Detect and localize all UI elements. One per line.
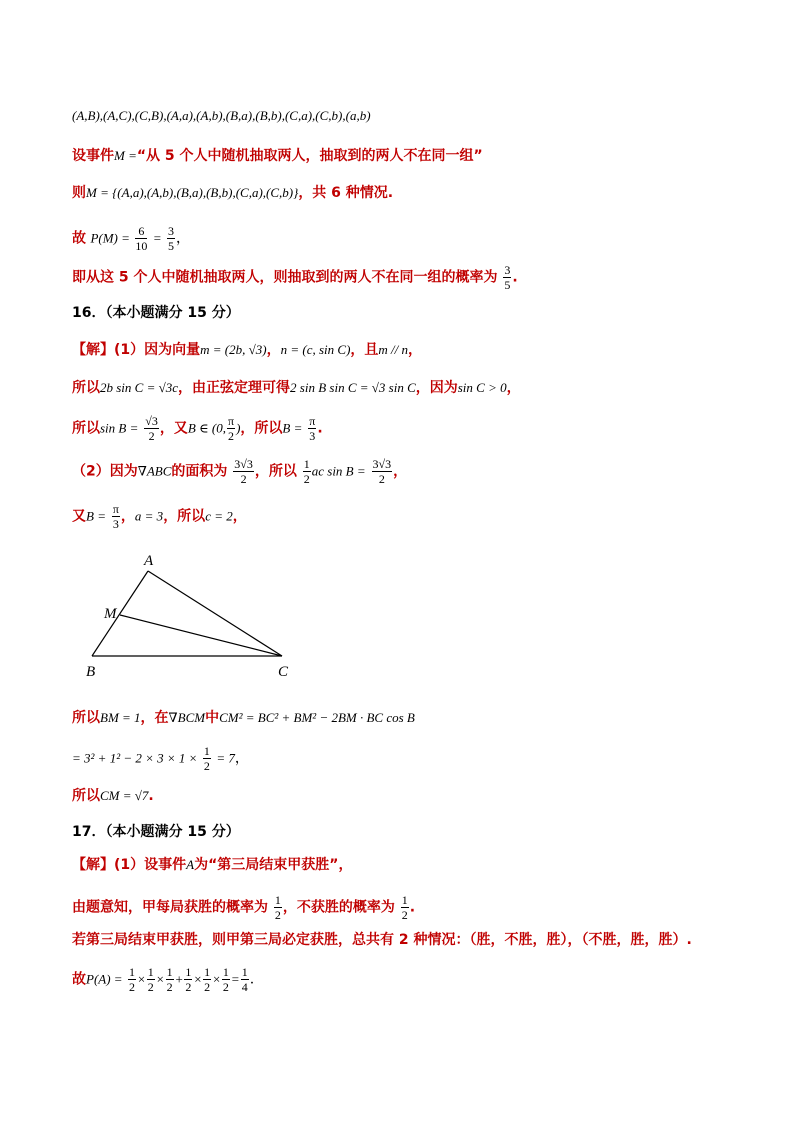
outcome-pairs-line [72, 106, 371, 126]
fraction-1-2: $\frac{1}{2}$ [303, 457, 310, 486]
q17-line1 [72, 855, 353, 875]
parallel-cond: m // n [378, 342, 409, 357]
q17-l2-b: ，不获胜的概率为 [282, 899, 395, 916]
outcome-pairs: (A,B),(A,C),(C,B),(A,a),(A,b),(B,a),(B,b),(C,a),(C,b),(a,b) [72, 108, 371, 123]
q16-heading [72, 303, 240, 323]
label-m: M [104, 606, 117, 622]
q16-l3-m2a: B ∈ (0, [187, 420, 227, 436]
f3: $\frac{1}{2}$ [166, 965, 173, 994]
fraction-3sqrt3-2b: $\frac{3√3}{2}$ [372, 457, 392, 486]
q16-l2-a: 所以 [72, 380, 100, 396]
fraction-6-10: $\frac{6}{10}$ [135, 224, 148, 253]
q16-l2-b: ，由正弦定理可得 [178, 380, 291, 396]
q16-l1-a: 【解】(1）因为向量 [72, 342, 201, 358]
vector-n: n = (c, sin C) [280, 342, 351, 357]
event-set-prefix: 则 [72, 185, 86, 201]
q16-l5-d: ， [232, 508, 247, 525]
q16-l2-d: ， [506, 380, 521, 396]
q16-l6-m1: BM = 1 [100, 710, 141, 725]
event-definition [72, 146, 483, 166]
q16-l4-d: ， [393, 463, 408, 480]
q17-l1-m: A [186, 857, 195, 872]
event-prefix: 设事件 [72, 148, 114, 164]
q17-l1-b: 为“第三局结束甲获胜”， [194, 857, 353, 873]
q17-heading-text: 17．（本小题满分 15 分） [72, 824, 240, 840]
segment-mc [120, 615, 282, 656]
conclusion-suffix: . [512, 269, 518, 286]
q16-l6-c: 中 [205, 710, 220, 726]
q16-l3-m1: sin B = [100, 420, 139, 436]
q16-l2-m2: 2 sin B sin C = √3 sin C [290, 380, 416, 395]
prob-lhs: P(M) = [90, 230, 130, 246]
label-c: C [278, 664, 289, 680]
q16-l3-d: . [317, 420, 323, 437]
q16-line5 [72, 502, 247, 531]
q16-l2-c: ，因为 [415, 380, 458, 396]
q16-l3-m3: B = [282, 420, 303, 436]
q16-line3 [72, 414, 323, 443]
prob-eq: = [152, 230, 162, 246]
q16-l1-d: ， [408, 342, 423, 358]
conclusion-text: 即从这 5 个人中随机抽取两人，则抽取到的两人不在同一组的概率为 [72, 269, 498, 286]
q16-l5-c: ，所以 [163, 508, 206, 525]
triangle-figure [80, 545, 310, 685]
fraction-pi-2: $\frac{\pi}{2}$ [228, 414, 235, 443]
q16-l5-b: ， [120, 508, 135, 525]
probability-line [72, 224, 190, 253]
q17-line4: 故P(A) = $\frac{1}{2}$ × $\frac{1}{2}$ × $\frac{1}{2}$ + $\frac{1}{2}$ × $\frac{1}{2}$ × $\frac{1}{2}$ = $\frac{1}{4}$ . [72, 965, 255, 994]
f2: $\frac{1}{2}$ [147, 965, 154, 994]
fraction-half-lose: $\frac{1}{2}$ [401, 893, 408, 922]
q16-line1 [72, 340, 422, 360]
q16-l3-c: ，所以 [240, 420, 283, 437]
fraction-sqrt3-2: $\frac{√3}{2}$ [145, 414, 158, 443]
fraction-half-win: $\frac{1}{2}$ [274, 893, 281, 922]
f5: $\frac{1}{2}$ [204, 965, 211, 994]
q16-line2 [72, 378, 521, 398]
fraction-3-5b: $\frac{3}{5}$ [504, 263, 511, 292]
q16-l8-a: 所以 [72, 788, 100, 804]
q17-l3: 若第三局结束甲获胜，则甲第三局必定获胜，总共有 2 种情况：（胜，不胜，胜），（不胜，胜，胜）. [72, 932, 692, 948]
q16-l7-m2: = 7 [216, 750, 235, 766]
q16-line6 [72, 708, 415, 728]
f4: $\frac{1}{2}$ [185, 965, 192, 994]
fraction-pi-3: $\frac{\pi}{3}$ [309, 414, 316, 443]
q17-l4-a: 故 [72, 971, 86, 988]
q16-l2-m1: 2b sin C = √3c [100, 380, 179, 395]
event-text: “从 5 个人中随机抽取两人，抽取到的两人不在同一组” [136, 148, 483, 164]
f7: $\frac{1}{4}$ [241, 965, 248, 994]
q16-l7-b: ， [234, 750, 249, 767]
q17-heading [72, 822, 240, 842]
event-set-line [72, 183, 393, 203]
f6: $\frac{1}{2}$ [222, 965, 229, 994]
q16-l2-m3: sin C > 0 [457, 380, 507, 395]
q16-heading-text: 16．（本小题满分 15 分） [72, 305, 240, 321]
event-var: M = [114, 148, 137, 163]
q16-l5-m3: c = 2 [205, 508, 233, 524]
q16-l4-b: 的面积为 [171, 463, 228, 480]
q16-l6-a: 所以 [72, 710, 100, 726]
vector-m: m = (2b, √3) [200, 342, 267, 357]
q17-l2-a: 由题意知，甲每局获胜的概率为 [72, 899, 268, 916]
q16-l3-b: ，又 [159, 420, 188, 437]
side-ac [148, 571, 282, 656]
q16-l8-m: CM = √7 [100, 788, 149, 803]
q16-l1-c: ，且 [350, 342, 379, 358]
q16-l5-m1: B = [86, 508, 106, 524]
q16-l8-b: . [148, 788, 154, 804]
q16-l3-a: 所以 [72, 420, 100, 437]
q16-l4-c: ，所以 [254, 463, 297, 480]
q17-line3 [72, 930, 692, 950]
q16-l4-m2: ac sin B = [311, 463, 366, 479]
fraction-3-5: $\frac{3}{5}$ [168, 224, 175, 253]
event-set-suffix: ，共 6 种情况. [298, 185, 394, 201]
q16-l1-b: ， [266, 342, 281, 358]
q16-l6-b: ，在 [140, 710, 169, 726]
q17-l1-a: 【解】(1）设事件 [72, 857, 187, 873]
fraction-3sqrt3-2: $\frac{3√3}{2}$ [234, 457, 253, 486]
fraction-1-2b: $\frac{1}{2}$ [203, 744, 210, 773]
q17-l4-b: . [249, 971, 255, 988]
q16-l5-m2: a = 3 [134, 508, 164, 524]
q16-line7 [72, 744, 249, 773]
q17-l4-m1: P(A) = [86, 971, 123, 987]
q17-line2 [72, 893, 415, 922]
q16-l4-a: （2）因为 [72, 463, 138, 480]
fraction-pi-3b: $\frac{\pi}{3}$ [112, 502, 119, 531]
prob-suffix: ， [176, 230, 191, 247]
q16-l7-m1: = 3² + 1² − 2 × 3 × 1 × [72, 750, 198, 766]
side-ba [92, 571, 148, 656]
label-a: A [144, 553, 154, 569]
q16-l4-m1: ∇ABC [137, 463, 172, 479]
cosine-law: CM² = BC² + BM² − 2BM · BC cos B [219, 710, 415, 725]
f1: $\frac{1}{2}$ [129, 965, 136, 994]
q16-l3-m2b: ) [236, 420, 241, 436]
q16-l6-m2: ∇BCM [168, 710, 206, 725]
q16-line4 [72, 457, 407, 486]
q16-l5-a: 又 [72, 508, 86, 525]
label-b: B [86, 664, 96, 680]
q17-l2-c: . [409, 899, 416, 916]
q16-line8 [72, 786, 154, 806]
event-set-math: M = {(A,a),(A,b),(B,a),(B,b),(C,a),(C,b)} [86, 185, 299, 200]
conclusion-15 [72, 263, 518, 292]
prob-prefix: 故 [72, 230, 86, 247]
